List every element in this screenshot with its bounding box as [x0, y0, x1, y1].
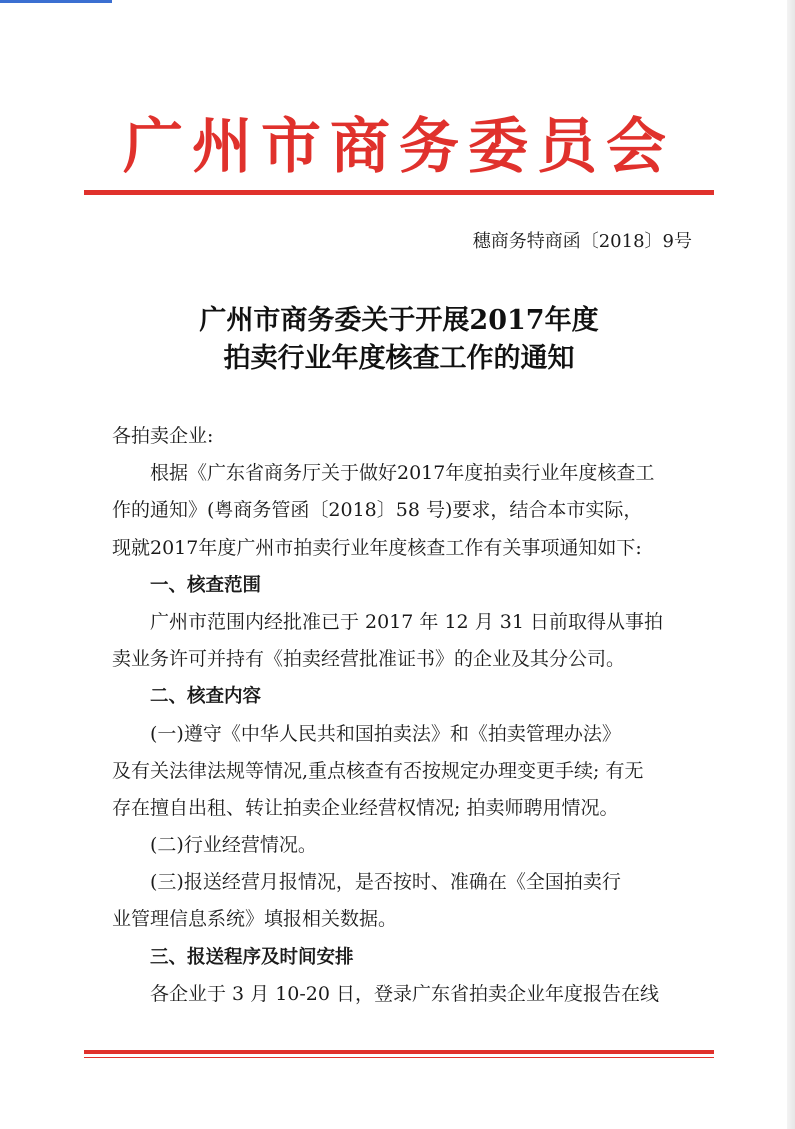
notice-title-line-1: 广州市商务委关于开展2017年度 [199, 305, 599, 336]
body-paragraph-line: (二)行业经营情况。 [150, 834, 317, 857]
body-paragraph-line: (一)遵守《中华人民共和国拍卖法》和《拍卖管理办法》 [150, 722, 621, 745]
section-heading-scope: 一、核查范围 [150, 574, 262, 596]
footer-red-rule [84, 1050, 714, 1054]
body-paragraph-line: 现就2017年度广州市拍卖行业年度核查工作有关事项通知如下: [112, 536, 642, 559]
notice-title-line-2: 拍卖行业年度核查工作的通知 [223, 343, 575, 374]
body-paragraph-line: 广州市范围内经批准已于 2017 年 12 月 31 日前取得从事拍 [150, 610, 663, 633]
body-paragraph-line: 根据《广东省商务厅关于做好2017年度拍卖行业年度核查工 [150, 462, 655, 485]
body-paragraph-line: 各企业于 3 月 10-20 日，登录广东省拍卖企业年度报告在线 [150, 982, 660, 1005]
salutation: 各拍卖企业: [112, 425, 214, 447]
footer-red-rule-thin [84, 1057, 714, 1058]
body-paragraph-line: 卖业务许可并持有《拍卖经营批准证书》的企业及其分公司。 [112, 648, 626, 671]
body-paragraph-line: 作的通知》(粤商务管函〔2018〕58 号)要求，结合本市实际， [112, 499, 643, 522]
page-edge-shadow [787, 0, 795, 1129]
notice-body [112, 418, 692, 1013]
body-paragraph-line: 存在擅自出租、转让拍卖企业经营权情况; 拍卖师聘用情况。 [112, 796, 619, 819]
notice-title [84, 302, 714, 378]
section-heading-procedure: 三、报送程序及时间安排 [150, 946, 354, 968]
body-paragraph-line: (三)报送经营月报情况，是否按时、准确在《全国拍卖行 [150, 871, 621, 894]
top-accent-bar [0, 0, 112, 3]
section-heading-content: 二、核查内容 [150, 686, 262, 708]
body-paragraph-line: 业管理信息系统》填报相关数据。 [112, 908, 398, 931]
masthead-title: 广州市商务委员会 [123, 112, 675, 182]
masthead-red-rule [84, 190, 714, 195]
document-number: 穗商务特商函〔2018〕9号 [472, 231, 692, 252]
body-paragraph-line: 及有关法律法规等情况,重点核查有否按规定办理变更手续; 有无 [112, 759, 644, 782]
